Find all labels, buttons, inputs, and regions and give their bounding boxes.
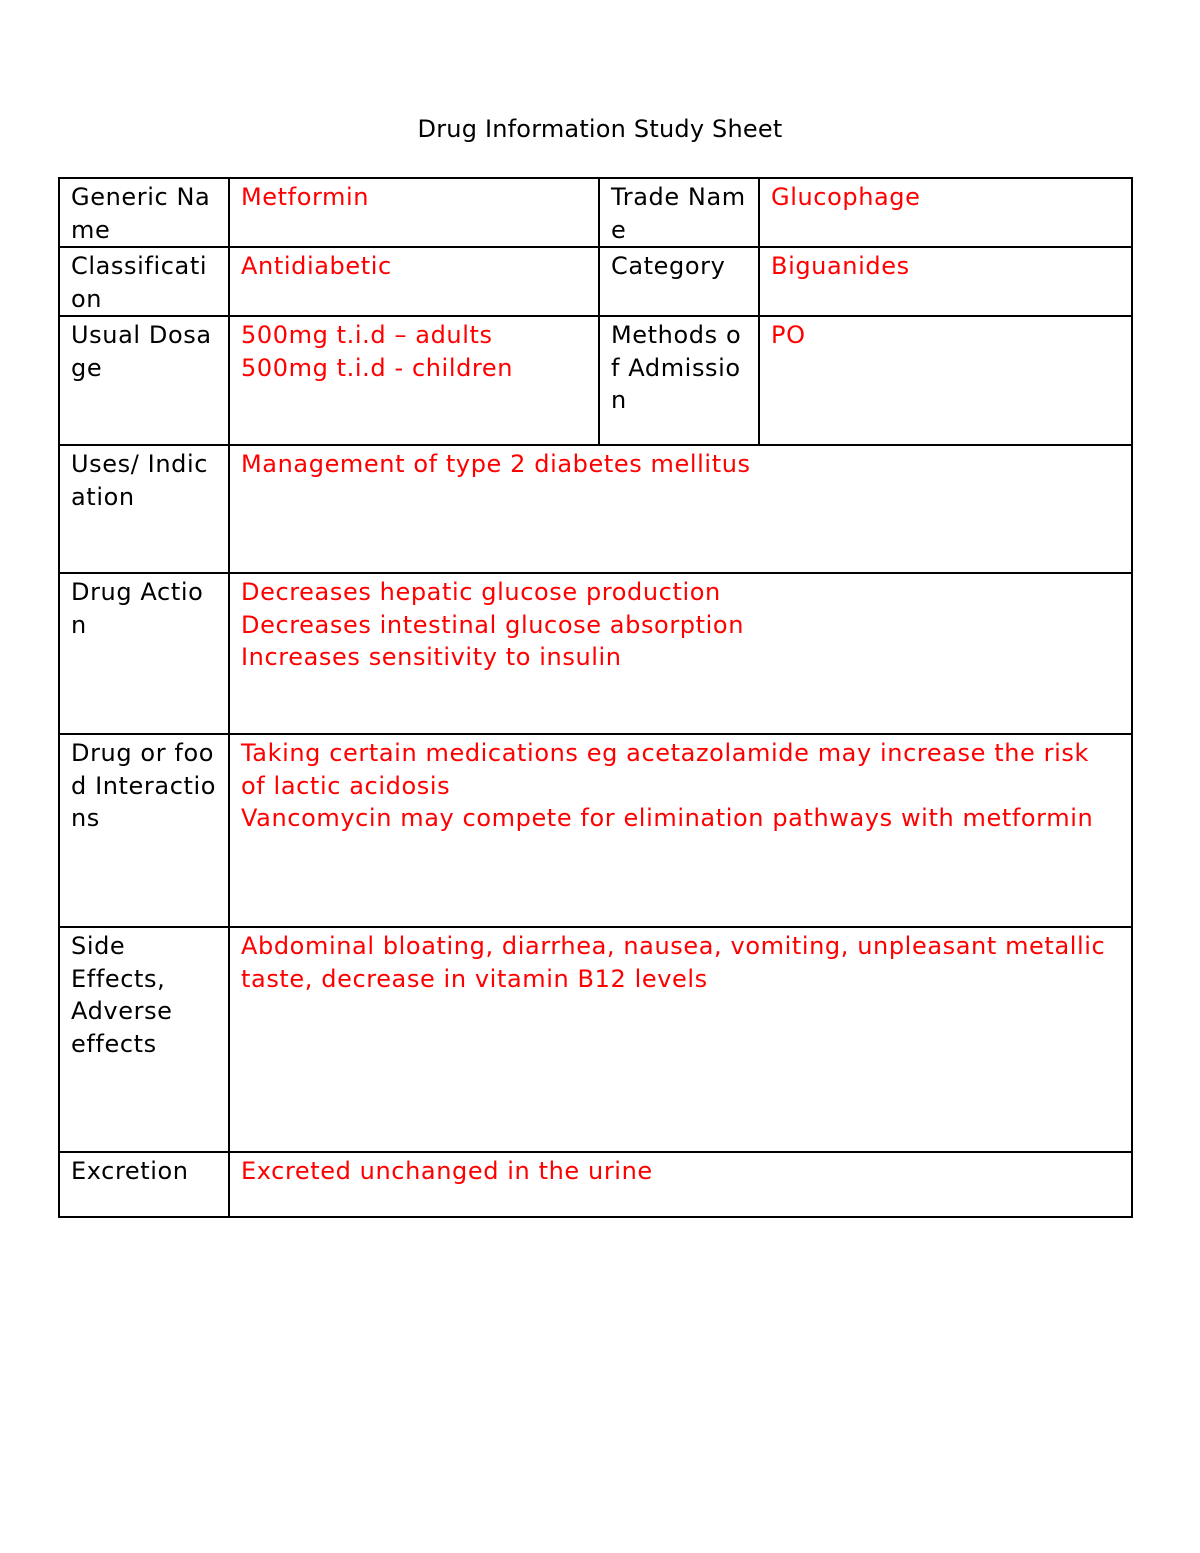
drug-action-value	[229, 573, 1132, 734]
table-row	[59, 1152, 1132, 1217]
page-title: Drug Information Study Sheet	[417, 115, 783, 143]
table-row	[59, 247, 1132, 316]
drug-info-table	[58, 177, 1133, 1218]
table-row	[59, 178, 1132, 247]
excretion-label: Excretion	[59, 1152, 229, 1217]
methods-label: Methods of Admission	[599, 316, 759, 445]
table-row	[59, 445, 1132, 573]
table-row	[59, 573, 1132, 734]
dosage-line: 500mg t.i.d – adults	[241, 321, 493, 349]
excretion-value: Excreted unchanged in the urine	[229, 1152, 1132, 1217]
side-effects-label: Side Effects, Adverse effects	[59, 927, 229, 1152]
category-label: Category	[599, 247, 759, 316]
table-row	[59, 316, 1132, 445]
trade-name-value: Glucophage	[759, 178, 1132, 247]
interactions-label: Drug or food Interactions	[59, 734, 229, 927]
drug-action-label: Drug Action	[59, 573, 229, 734]
classification-value: Antidiabetic	[229, 247, 599, 316]
uses-value: Management of type 2 diabetes mellitus	[229, 445, 1132, 573]
interaction-line: Taking certain medications eg acetazolamide may increase the risk of lactic acidosis	[241, 739, 1089, 800]
usual-dosage-label: Usual Dosage	[59, 316, 229, 445]
generic-name-label: Generic Name	[59, 178, 229, 247]
side-effects-value: Abdominal bloating, diarrhea, nausea, vomiting, unpleasant metallic taste, decrease in vitamin B12 levels	[229, 927, 1132, 1152]
usual-dosage-value	[229, 316, 599, 445]
action-line: Increases sensitivity to insulin	[241, 643, 622, 671]
classification-label: Classification	[59, 247, 229, 316]
uses-label: Uses/ Indication	[59, 445, 229, 573]
methods-value: PO	[759, 316, 1132, 445]
action-line: Decreases intestinal glucose absorption	[241, 610, 745, 639]
interactions-value	[229, 734, 1132, 927]
action-line: Decreases hepatic glucose production	[241, 578, 721, 606]
dosage-line: 500mg t.i.d - children	[241, 353, 514, 382]
interaction-line: Vancomycin may compete for elimination pathways with metformin	[241, 804, 1094, 832]
table-row	[59, 927, 1132, 1152]
table-row	[59, 734, 1132, 927]
trade-name-label: Trade Name	[599, 178, 759, 247]
category-value: Biguanides	[759, 247, 1132, 316]
generic-name-value: Metformin	[229, 178, 599, 247]
